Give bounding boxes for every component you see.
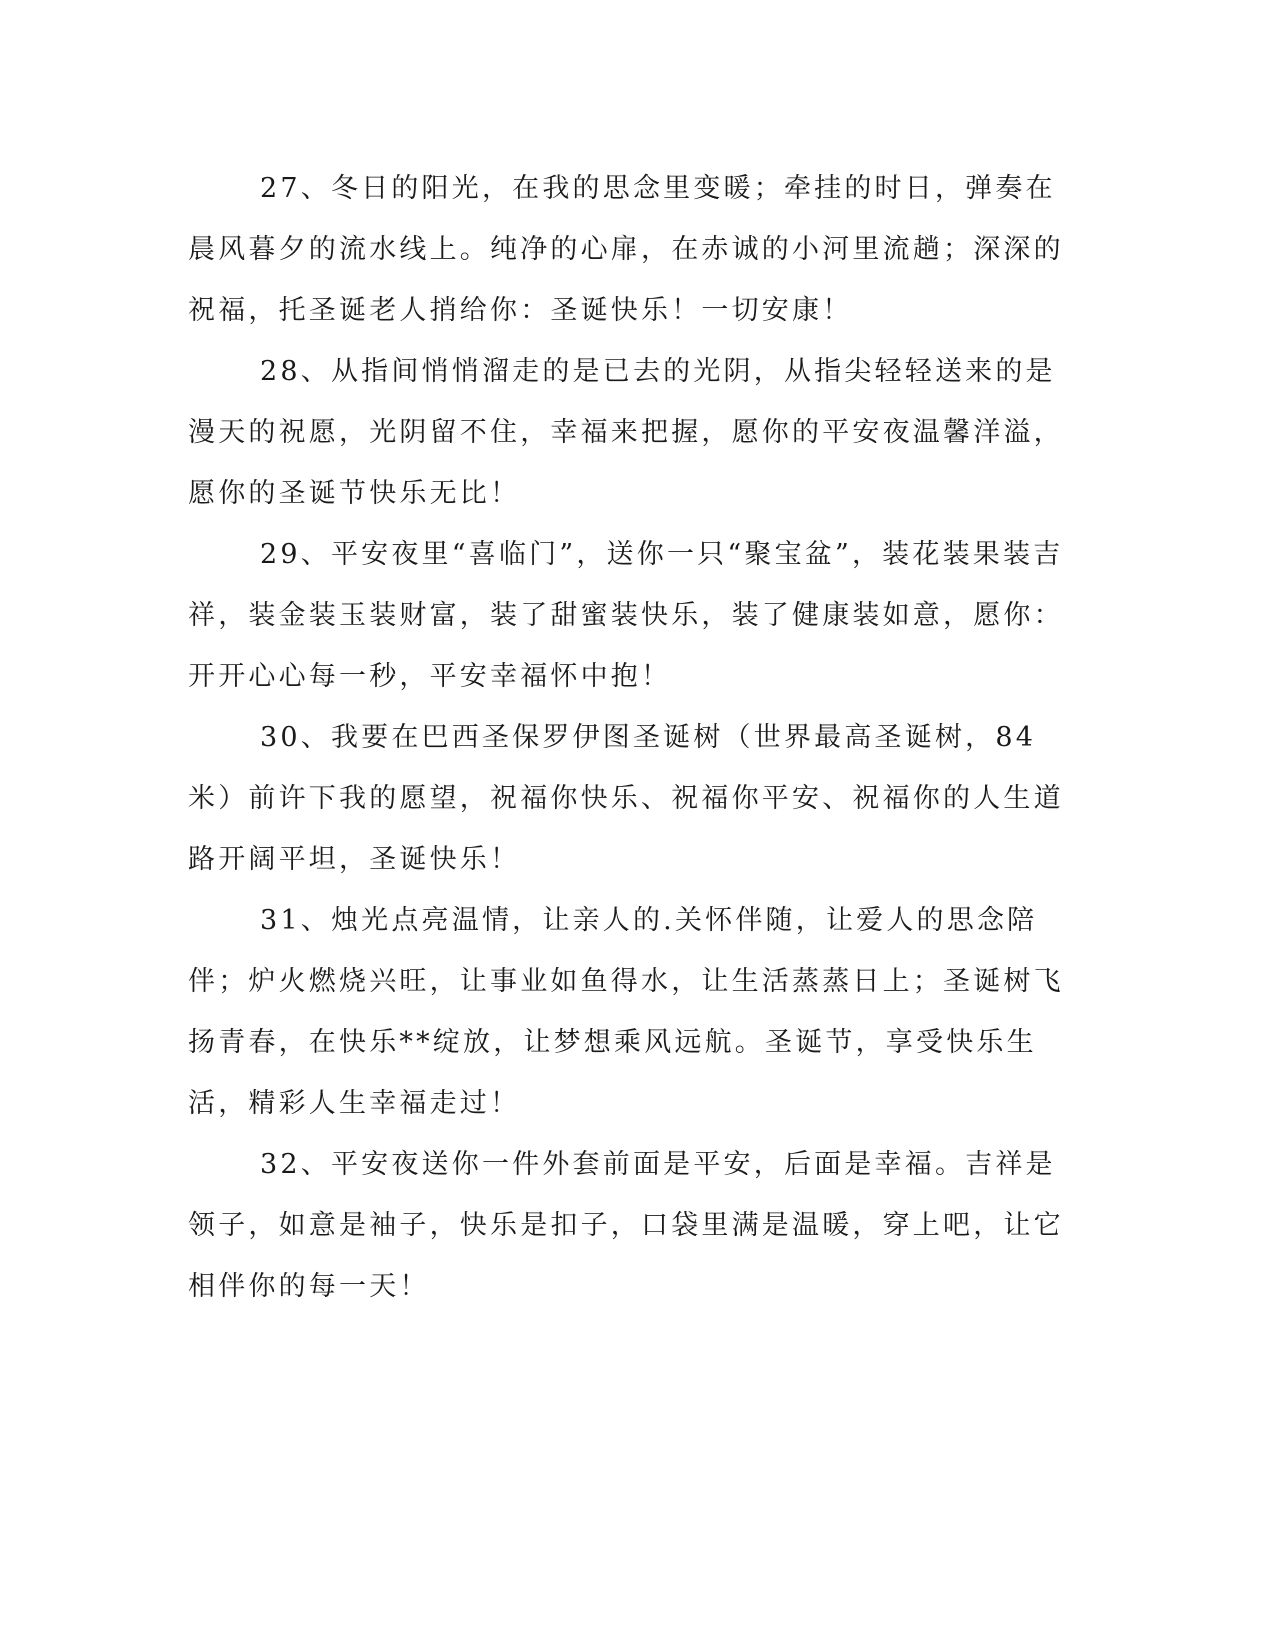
paragraph-29: 29、平安夜里“喜临门”，送你一只“聚宝盆”，装花装果装吉祥，装金装玉装财富，装了甜蜜装快乐，装了健康装如意，愿你：开开心心每一秒，平安幸福怀中抱！ (188, 539, 1064, 692)
paragraph-30: 30、我要在巴西圣保罗伊图圣诞树（世界最高圣诞树，84 米）前许下我的愿望，祝福你快乐、祝福你平安、祝福你的人生道路开阔平坦，圣诞快乐！ (188, 722, 1064, 875)
paragraph-31: 31、烛光点亮温情，让亲人的.关怀伴随，让爱人的思念陪伴；炉火燃烧兴旺，让事业如鱼得水，让生活蒸蒸日上；圣诞树飞扬青春，在快乐**绽放，让梦想乘风远航。圣诞节，享受快乐生活，精彩人生幸福走过！ (188, 905, 1064, 1119)
paragraph-27: 27、冬日的阳光，在我的思念里变暖；牵挂的时日，弹奏在晨风暮夕的流水线上。纯净的心扉，在赤诚的小河里流趟；深深的祝福，托圣诞老人捎给你：圣诞快乐！一切安康！ (188, 173, 1064, 326)
paragraph-28: 28、从指间悄悄溜走的是已去的光阴，从指尖轻轻送来的是漫天的祝愿，光阴留不住，幸福来把握，愿你的平安夜温馨洋溢，愿你的圣诞节快乐无比！ (188, 356, 1064, 509)
document-body (188, 158, 1078, 1317)
paragraph-32: 32、平安夜送你一件外套前面是平安，后面是幸福。吉祥是领子，如意是袖子，快乐是扣子，口袋里满是温暖，穿上吧，让它相伴你的每一天！ (188, 1149, 1064, 1302)
